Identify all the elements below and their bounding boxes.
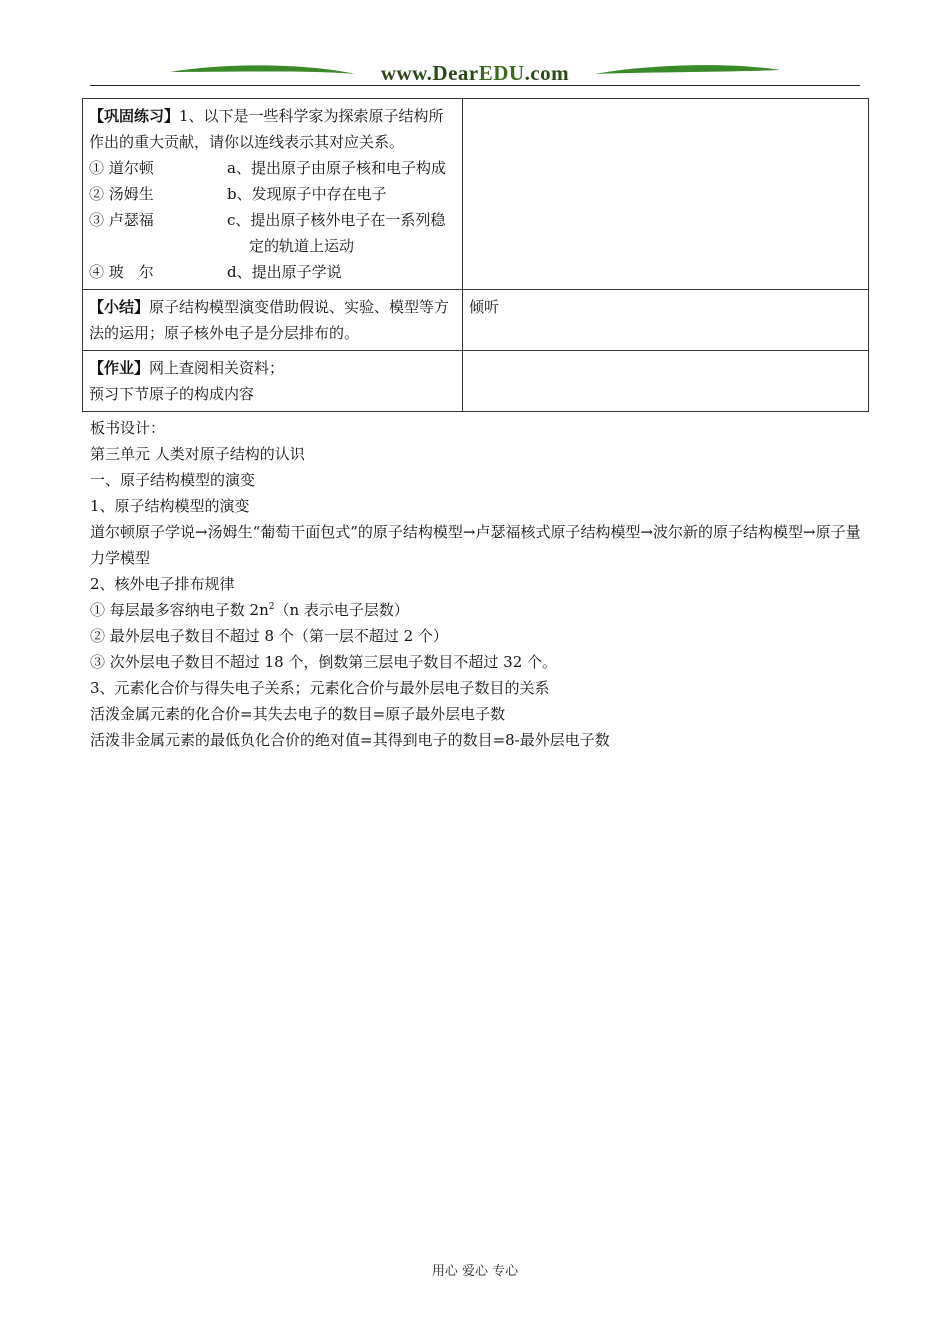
section-heading: 一、原子结构模型的演变: [90, 471, 256, 489]
match-item: ④ 玻 尔 d、提出原子学说: [89, 263, 342, 281]
rule-item: ① 每层最多容纳电子数 $2n^2(n$ 表示电子层数）: [90, 601, 409, 619]
match-item: ③ 卢瑟福 c、提出原子核外电子在一系列稳: [89, 211, 446, 229]
rule-item: ② 最外层电子数目不超过 8 个（第一层不超过 2 个）: [90, 627, 448, 645]
practice-cell: [83, 99, 463, 290]
homework-cell: 【作业】网上查阅相关资料； 预习下节原子的构成内容: [83, 351, 463, 412]
rule-item: ③ 次外层电子数目不超过 18 个，倒数第三层电子数目不超过 32 个。: [90, 653, 558, 671]
table-row: [83, 290, 869, 351]
site-logo: www.DearEDU.com: [380, 61, 570, 85]
sub-heading: 2、核外电子排布规律: [90, 575, 235, 593]
unit-title: 第三单元 人类对原子结构的认识: [90, 445, 305, 463]
homework-response-cell: [463, 351, 869, 412]
match-item: ① 道尔顿 a、提出原子由原子核和电子构成: [89, 159, 446, 177]
valence-nonmetal: 活泼非金属元素的最低负化合价的绝对值=其得到电子的数目=8-最外层电子数: [90, 731, 610, 749]
practice-intro: 【巩固练习】1、以下是一些科学家为探索原子结构所作出的重大贡献，请你以连线表示其对应关系。: [89, 107, 444, 151]
table-row: [83, 351, 869, 412]
model-evolution: 道尔顿原子学说→汤姆生“葡萄干面包式”的原子结构模型→卢瑟福核式原子结构模型→波尔新的原子结构模型→原子量力学模型: [90, 523, 861, 567]
board-design: [90, 415, 865, 753]
valence-metal: 活泼金属元素的化合价=其失去电子的数目=原子最外层电子数: [90, 705, 506, 723]
board-label: 板书设计：: [90, 419, 166, 437]
summary-cell: 【小结】原子结构模型演变借助假说、实验、模型等方法的运用；原子核外电子是分层排布的。: [83, 290, 463, 351]
match-item: ② 汤姆生 b、发现原子中存在电子: [89, 185, 387, 203]
summary-response-cell: 倾听: [463, 290, 869, 351]
page-header: [90, 58, 860, 92]
sub-heading: 3、元素化合价与得失电子关系；元素化合价与最外层电子数目的关系: [90, 679, 550, 697]
practice-response-cell: [463, 99, 869, 290]
header-divider: [90, 85, 860, 86]
sub-heading: 1、原子结构模型的演变: [90, 497, 250, 515]
lesson-table: [82, 98, 869, 412]
page-footer: 用心 爱心 专心: [431, 1264, 519, 1279]
table-row: [83, 99, 869, 290]
match-item-continued: 定的轨道上运动: [249, 237, 355, 255]
